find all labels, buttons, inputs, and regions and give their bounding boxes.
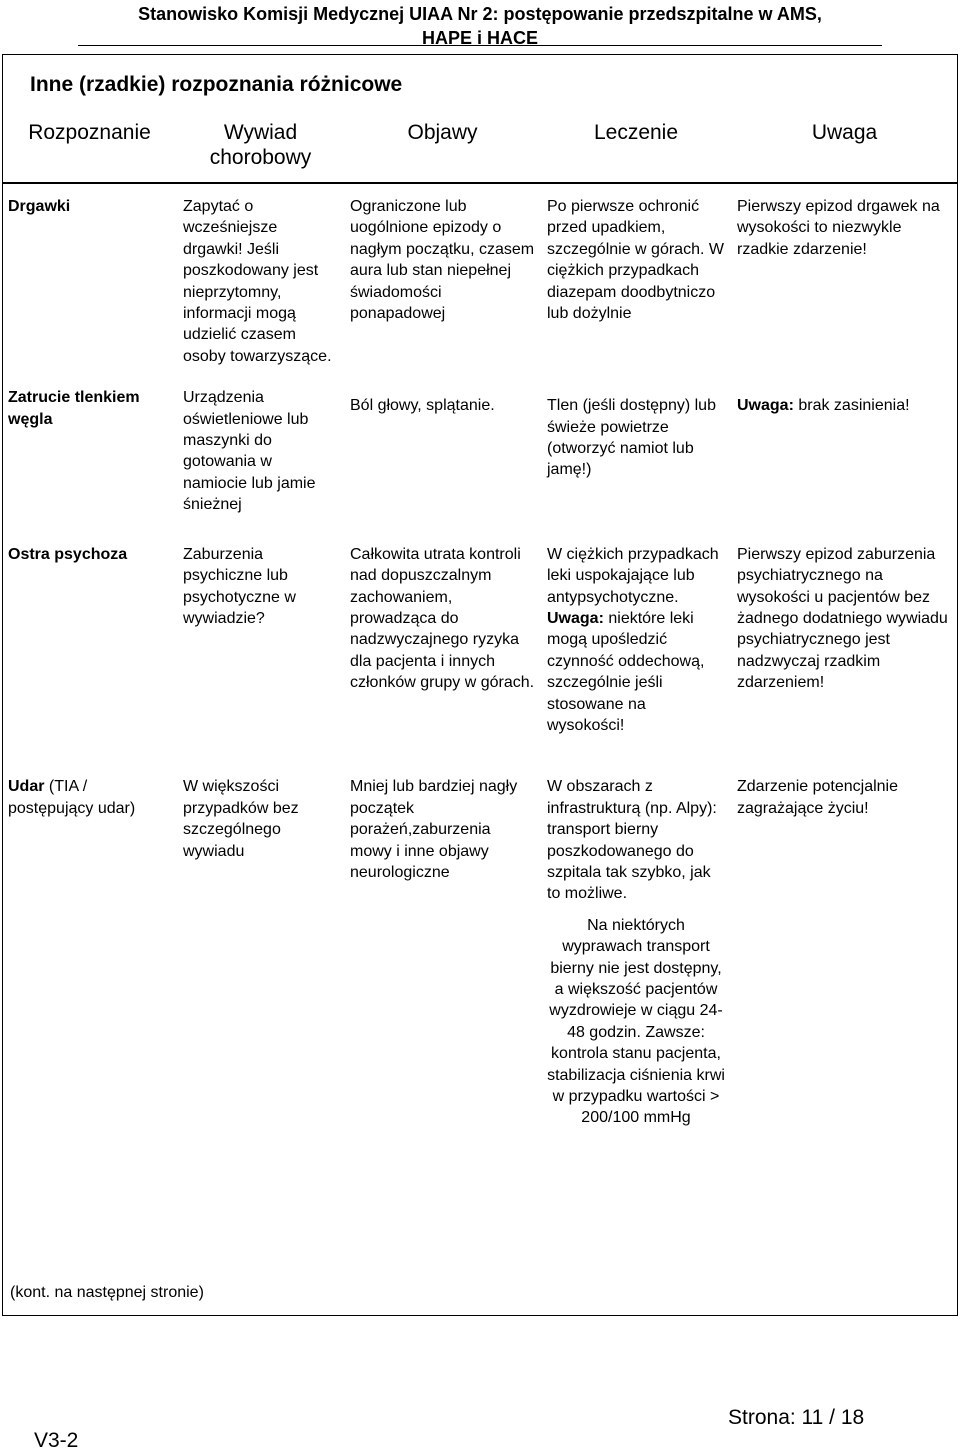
column-header-treatment: Leczenie	[541, 106, 731, 183]
history-cell: Zapytać o wcześniejsze drgawki! Jeśli poszkodowany jest nieprzytomny, informacji mogą udzielić czasem osoby towarzyszące.	[183, 198, 332, 365]
note-cell: Pierwszy epizod zaburzenia psychiatrycznego na wysokości u pacjentów bez żadnego dodatniego wywiadu psychiatrycznego jest nadzwyczaj rzadkim zdarzeniem!	[737, 545, 948, 692]
history-cell: Zaburzenia psychiczne lub psychotyczne w wywiadzie?	[183, 545, 296, 627]
differential-diagnosis-table	[2, 106, 958, 1137]
symptoms-cell: Ból głowy, splątanie.	[350, 397, 495, 415]
treatment-warning	[547, 608, 725, 736]
treatment-cell: Tlen (jeśli dostępny) lub świeże powietrze (otworzyć namiot lub jamę!)	[547, 397, 716, 479]
section-title: Inne (rzadkie) rozpoznania różnicowe	[30, 73, 403, 96]
symptoms-cell: Całkowita utrata kontroli nad dopuszczalnym zachowaniem, prowadząca do nadzwyczajnego ryzyka dla pacjenta i innych członków grupy w górach.	[350, 545, 535, 692]
note-label: Uwaga:	[737, 397, 794, 415]
column-header-diagnosis: Rozpoznanie	[2, 106, 177, 183]
history-cell: Urządzenia oświetleniowe lub maszynki do gotowania w namiocie lub jamie śnieżnej	[183, 389, 316, 514]
header-line-1: Stanowisko Komisji Medycznej UIAA Nr 2: postępowanie przedszpitalne w AMS,	[138, 4, 822, 24]
symptoms-cell: Ograniczone lub uogólnione epizody o nagłym początku, czasem aura lub stan niepełnej świadomości ponapadowej	[350, 198, 535, 323]
column-header-symptoms: Objawy	[344, 106, 541, 183]
table-row	[2, 375, 958, 523]
page-number: Strona: 11 / 18	[728, 1406, 865, 1429]
document-header	[0, 0, 960, 50]
symptoms-cell: Mniej lub bardziej nagły początek porażeń,zaburzenia mowy i inne objawy neurologiczne	[350, 778, 518, 881]
header-line-2: HAPE i HACE	[421, 28, 538, 48]
warning-text: niektóre leki mogą upośledzić czynność oddechową, szczególnie jeśli stosowane na wysokości!	[547, 609, 705, 734]
version-label: V3-2	[34, 1429, 79, 1452]
diagnosis-cell: Zatrucie tlenkiem węgla	[8, 389, 140, 428]
note-cell: Zdarzenie potencjalnie zagrażające życiu!	[737, 778, 898, 817]
treatment-cell	[541, 524, 731, 745]
note-cell: Pierwszy epizod drgawek na wysokości to niezwykle rzadkie zdarzenie!	[737, 198, 940, 258]
table-header-row	[2, 106, 958, 183]
note-cell	[731, 375, 958, 523]
column-header-history: Wywiad chorobowy	[177, 106, 344, 183]
warning-label: Uwaga:	[547, 609, 604, 627]
diagnosis-bold: Udar	[8, 778, 45, 796]
diagnosis-cell	[2, 744, 177, 1137]
header-rule	[78, 45, 882, 46]
diagnosis-cell: Drgawki	[8, 198, 71, 215]
table-row	[2, 524, 958, 745]
column-header-note: Uwaga	[731, 106, 958, 183]
treatment-extra: Na niektórych wyprawach transport bierny nie jest dostępny, a większość pacjentów wyzdrowieje w ciągu 24-48 godzin. Zawsze: kontrola stanu pacjenta, stabilizacja ciśnienia krwi w przypadku wartości > 200/100 mmHg	[547, 916, 725, 1127]
treatment-text: W obszarach z infrastrukturą (np. Alpy): transport bierny poszkodowanego do szpitala tak szybko, jak to możliwe.	[547, 778, 717, 903]
continuation-note: (kont. na następnej stronie)	[10, 1284, 204, 1301]
note-text: brak zasinienia!	[798, 397, 910, 415]
treatment-cell: Po pierwsze ochronić przed upadkiem, szczególnie w górach. W ciężkich przypadkach diazepam doodbytniczo lub dożylnie	[547, 198, 724, 323]
treatment-cell	[541, 744, 731, 1137]
table-row	[2, 744, 958, 1137]
diagnosis-detail: (TIA / postępujący udar)	[8, 778, 136, 817]
table-row	[2, 183, 958, 375]
history-cell: W większości przypadków bez szczególnego wywiadu	[183, 778, 299, 860]
treatment-text: W ciężkich przypadkach leki uspokajające lub antypsychotyczne.	[547, 545, 719, 606]
diagnosis-cell: Ostra psychoza	[8, 545, 128, 563]
